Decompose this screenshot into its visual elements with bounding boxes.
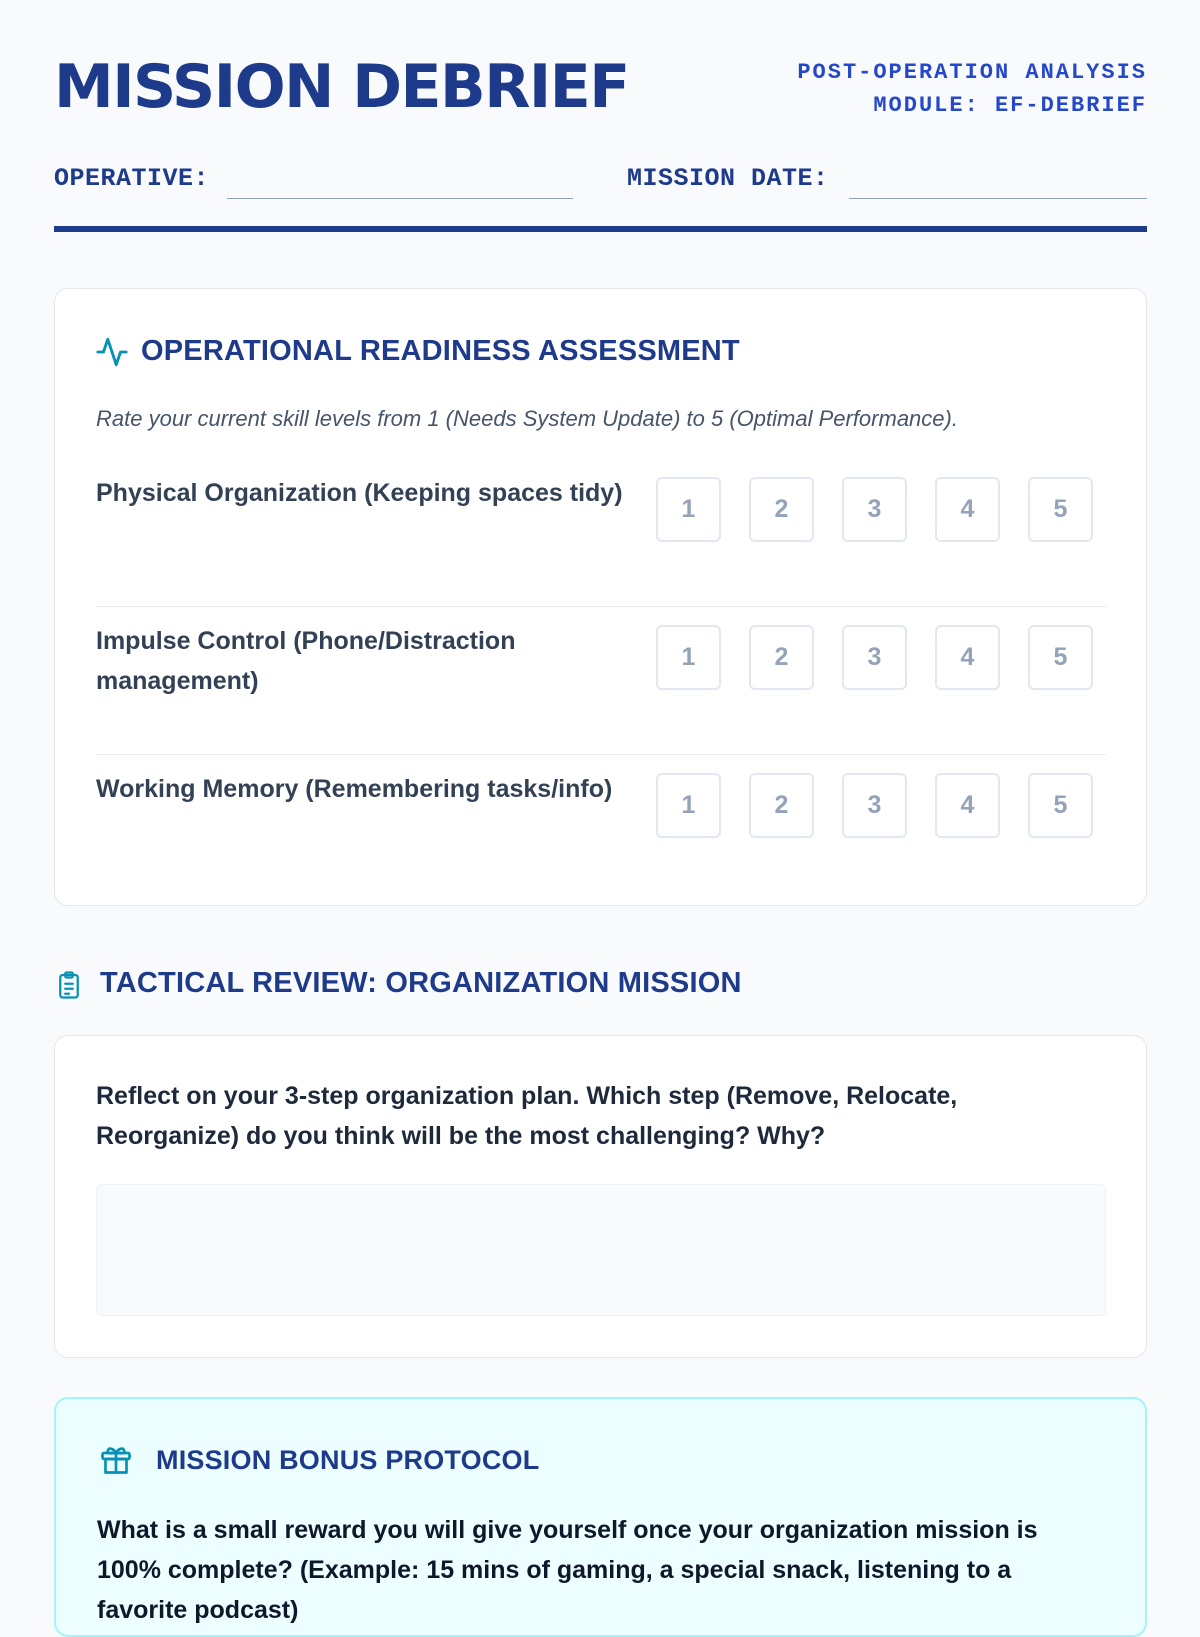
rating-option-2[interactable]: 2 <box>749 773 814 838</box>
skill-row <box>96 607 1106 755</box>
assessment-instructions: Rate your current skill levels from 1 (Needs System Update) to 5 (Optimal Performance). <box>96 406 958 431</box>
mission-bonus-card <box>54 1397 1147 1637</box>
rating-option-5[interactable]: 5 <box>1028 477 1093 542</box>
tactical-answer-input[interactable] <box>96 1184 1106 1316</box>
tactical-review-header <box>54 960 1147 1010</box>
tactical-review-title: TACTICAL REVIEW: ORGANIZATION MISSION <box>100 967 742 999</box>
skill-row <box>96 459 1106 607</box>
rating-option-4[interactable]: 4 <box>935 625 1000 690</box>
operative-label: OPERATIVE: <box>54 164 210 193</box>
header-divider <box>54 226 1147 232</box>
skill-label: Working Memory (Remembering tasks/info) <box>96 775 613 803</box>
rating-option-3[interactable]: 3 <box>842 773 907 838</box>
module-line-analysis: POST-OPERATION ANALYSIS <box>797 60 1147 85</box>
module-line-code: MODULE: EF-DEBRIEF <box>873 93 1147 118</box>
page-title: MISSION DEBRIEF <box>54 52 629 122</box>
bonus-prompt: What is a small reward you will give yourself once your organization mission is 100% complete? (Example: 15 mins of gaming, a special snack, listening to a favorite podcast) <box>97 1516 1038 1624</box>
rating-option-2[interactable]: 2 <box>749 477 814 542</box>
clipboard-list-icon <box>54 968 84 1007</box>
operative-field[interactable] <box>227 198 573 199</box>
debrief-page <box>54 0 1147 1624</box>
bonus-title: MISSION BONUS PROTOCOL <box>156 1445 540 1475</box>
skill-label: Impulse Control (Phone/Distraction management) <box>96 627 516 695</box>
rating-option-1[interactable]: 1 <box>656 625 721 690</box>
mission-date-label: MISSION DATE: <box>627 164 829 193</box>
assessment-title: OPERATIONAL READINESS ASSESSMENT <box>141 335 740 367</box>
activity-pulse-icon <box>95 335 129 374</box>
rating-option-3[interactable]: 3 <box>842 477 907 542</box>
skill-row <box>96 755 1106 903</box>
rating-option-5[interactable]: 5 <box>1028 773 1093 838</box>
rating-option-1[interactable]: 1 <box>656 773 721 838</box>
rating-option-4[interactable]: 4 <box>935 477 1000 542</box>
rating-option-3[interactable]: 3 <box>842 625 907 690</box>
header <box>54 0 1147 236</box>
rating-option-4[interactable]: 4 <box>935 773 1000 838</box>
rating-option-1[interactable]: 1 <box>656 477 721 542</box>
mission-date-field[interactable] <box>849 198 1147 199</box>
tactical-prompt: Reflect on your 3-step organization plan. Which step (Remove, Relocate, Reorganize) do you think will be the most challenging? Why? <box>96 1082 958 1150</box>
rating-option-2[interactable]: 2 <box>749 625 814 690</box>
module-info <box>797 56 1147 122</box>
rating-option-5[interactable]: 5 <box>1028 625 1093 690</box>
tactical-review-card <box>54 1035 1147 1358</box>
readiness-assessment-card <box>54 288 1147 906</box>
info-fields <box>54 160 1147 200</box>
gift-icon <box>98 1441 134 1482</box>
skill-label: Physical Organization (Keeping spaces tidy) <box>96 479 623 507</box>
